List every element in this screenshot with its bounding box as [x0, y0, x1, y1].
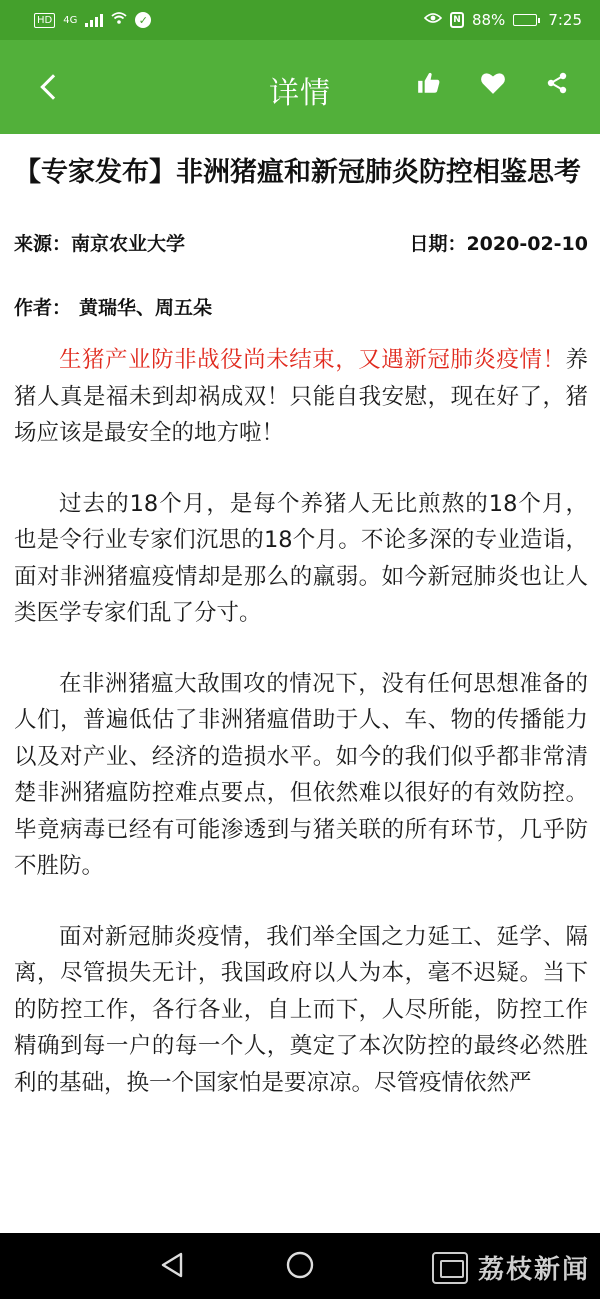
lead-paragraph	[14, 342, 588, 452]
source-meta	[14, 230, 185, 258]
article-paragraph: 过去的18个月，是每个养猪人无比煎熬的18个月，也是令行业专家们沉思的18个月。不论多深的专业造诣，面对非洲猪瘟疫情却是那么的羸弱。如今新冠肺炎也让人类医学专家们乱了分寸。	[14, 490, 588, 626]
status-left	[34, 11, 151, 29]
back-icon	[40, 74, 65, 99]
like-button[interactable]	[414, 70, 444, 100]
source-label: 来源：	[14, 233, 72, 255]
article-content	[14, 134, 588, 1101]
page-title: 详情	[269, 76, 331, 111]
author-row	[14, 294, 588, 322]
favorite-button[interactable]	[478, 70, 508, 100]
app-actions	[414, 70, 572, 100]
tv-logo-icon	[432, 1252, 468, 1284]
lead-rest: 养猪人真是福未到却祸成双！只能自我安慰，现在好了，猪场应该是最安全的地方啦！	[14, 347, 588, 446]
status-bar	[0, 0, 600, 40]
date-meta	[409, 230, 588, 258]
author-label: 作者：	[14, 297, 72, 319]
app-notification-icon: ✓	[135, 12, 151, 28]
watermark-logo	[432, 1249, 590, 1286]
network-type: 4G	[63, 14, 78, 26]
date-label: 日期：	[409, 233, 467, 255]
lead-highlight: 生猪产业防非战役尚未结束，又遇新冠肺炎疫情！	[59, 347, 566, 373]
eye-comfort-icon	[424, 12, 442, 28]
article-paragraph: 面对新冠肺炎疫情，我们举全国之力延工、延学、隔离，尽管损失无计，我国政府以人为本，毫不迟疑。当下的防控工作，各行各业，自上而下，人尽所能，防控工作精确到每一户的每一个人，奠定了本次防控的最终必然胜利的基础，换一个国家怕是要凉凉。尽管疫情依然严	[14, 923, 588, 1096]
date-value: 2020-02-10	[466, 233, 588, 255]
source-value: 南京农业大学	[71, 233, 186, 255]
article-paragraph: 在非洲猪瘟大敌围攻的情况下，没有任何思想准备的人们，普遍低估了非洲猪瘟借助于人、车、物的传播能力以及对产业、经济的造损水平。如今的我们似乎都非常清楚非洲猪瘟防控难点要点，但依然难以很好的有效防控。毕竟病毒已经有可能渗透到与猪关联的所有环节，几乎防不胜防。	[14, 670, 588, 879]
signal-icon	[85, 13, 103, 27]
thumbs-up-icon	[416, 70, 442, 100]
nav-home-button[interactable]	[280, 1247, 320, 1287]
share-icon	[545, 71, 569, 99]
nav-home-icon	[285, 1250, 315, 1284]
nfc-icon: N	[450, 12, 464, 28]
app-bar	[0, 40, 600, 134]
clock: 7:25	[548, 11, 582, 29]
nav-back-button[interactable]	[152, 1247, 192, 1287]
author-value: 黄瑞华、周五朵	[79, 297, 213, 319]
battery-percent: 88%	[471, 11, 506, 29]
meta-row	[14, 230, 588, 258]
watermark-text: 荔枝新闻	[477, 1255, 590, 1285]
share-button[interactable]	[542, 70, 572, 100]
system-nav-bar	[0, 1233, 600, 1299]
status-right	[424, 11, 582, 29]
nav-back-icon	[159, 1251, 185, 1283]
article-title: 【专家发布】非洲猪瘟和新冠肺炎防控相鉴思考	[14, 157, 581, 188]
back-button[interactable]	[26, 62, 70, 112]
wifi-icon	[111, 11, 127, 29]
hd-indicator: HD	[34, 13, 55, 28]
battery-icon	[513, 14, 540, 26]
heart-icon	[480, 71, 506, 99]
